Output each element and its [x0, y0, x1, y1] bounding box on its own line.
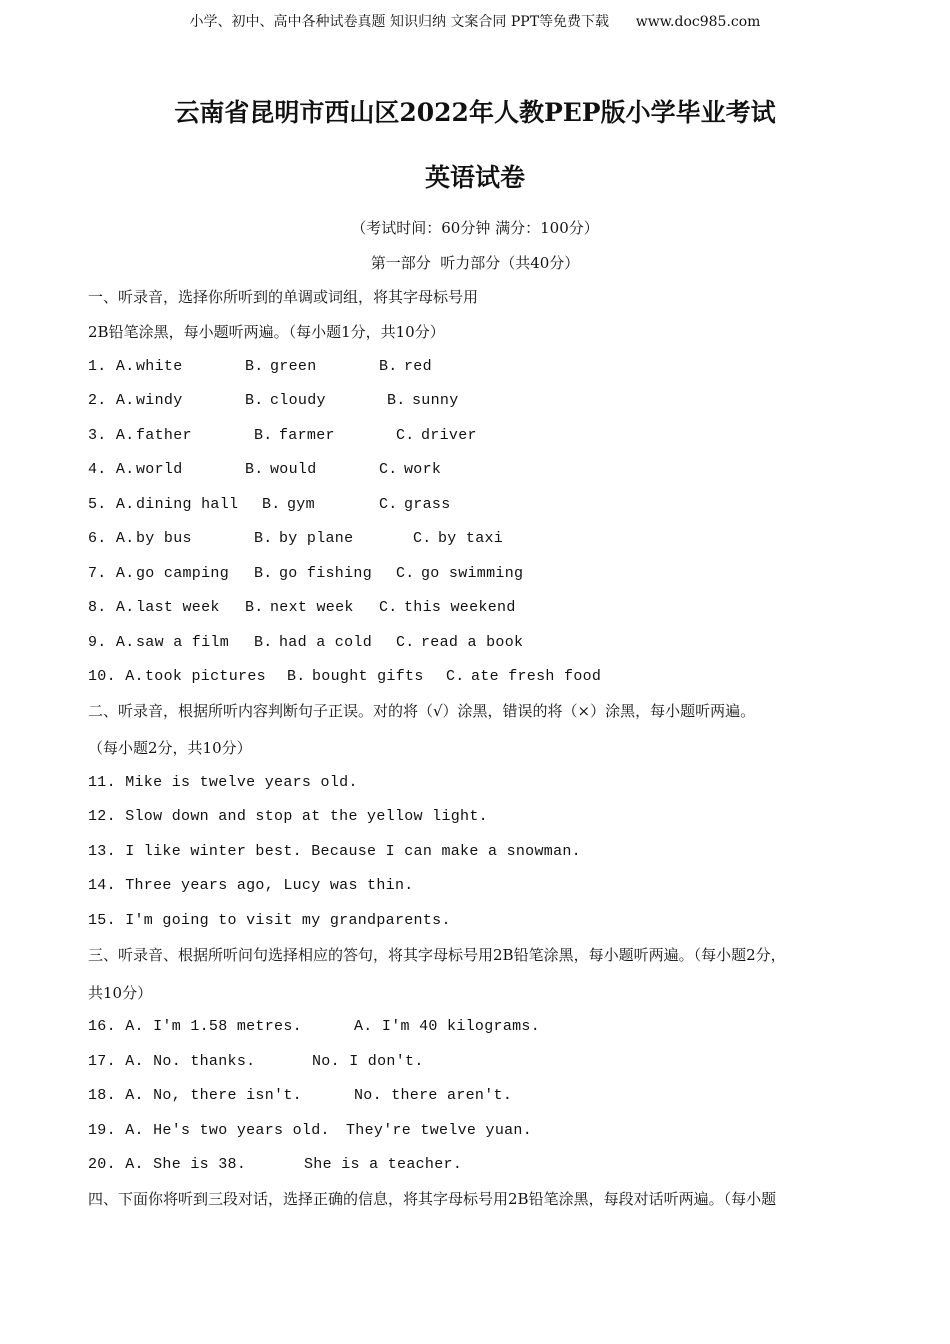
question-7-option-a: go camping	[136, 565, 230, 582]
question-3-option-b: farmer	[279, 427, 335, 444]
question-3-option-c-label: C.	[396, 427, 415, 444]
question-2-option-a: windy	[136, 392, 183, 409]
question-2-number: 2. A.	[88, 392, 135, 409]
question-7-option-b-label: B.	[254, 565, 273, 582]
question-8-option-c-label: C.	[379, 599, 398, 616]
question-5-option-b-label: B.	[262, 496, 281, 513]
question-20-option-b: She is a teacher.	[304, 1156, 463, 1173]
question-8-option-b-label: B.	[245, 599, 264, 616]
question-1-option-c: red	[404, 358, 432, 375]
question-6-number: 6. A.	[88, 530, 135, 547]
question-10-option-a: took pictures	[145, 668, 266, 685]
question-10-option-b: bought gifts	[312, 668, 424, 685]
question-6-option-a: by bus	[136, 530, 192, 547]
question-3-option-b-label: B.	[254, 427, 273, 444]
question-5-number: 5. A.	[88, 496, 135, 513]
question-14: 14. Three years ago, Lucy was thin.	[88, 877, 414, 894]
question-9-option-c: read a book	[421, 634, 524, 651]
section3-instruction-line2: 共10分）	[88, 984, 153, 1002]
question-10-number: 10. A.	[88, 668, 144, 685]
question-4-option-a: world	[136, 461, 183, 478]
question-5-option-b: gym	[287, 496, 315, 513]
question-9-number: 9. A.	[88, 634, 135, 651]
question-2-option-c-label: B.	[387, 392, 406, 409]
question-10-option-c-label: C.	[446, 668, 465, 685]
question-5-option-a: dining hall	[136, 496, 239, 513]
question-2-option-c: sunny	[412, 392, 459, 409]
question-19-option-b: They're twelve yuan.	[346, 1122, 533, 1139]
question-8-number: 8. A.	[88, 599, 135, 616]
question-9-option-b-label: B.	[254, 634, 273, 651]
exam-subtitle: 英语试卷	[424, 163, 525, 192]
question-4-option-b: would	[270, 461, 317, 478]
question-6-option-b-label: B.	[254, 530, 273, 547]
question-4-option-b-label: B.	[245, 461, 264, 478]
exam-info: （考试时间：60分钟 满分：100分）	[351, 219, 599, 237]
question-8-option-b: next week	[270, 599, 354, 616]
question-8-option-c: this weekend	[404, 599, 516, 616]
exam-title: 云南省昆明市西山区2022年人教PEP版小学毕业考试	[174, 98, 776, 127]
question-3-number: 3. A.	[88, 427, 135, 444]
section3-instruction-line1: 三、听录音、根据所听问句选择相应的答句，将其字母标号用2B铅笔涂黑，每小题听两遍。（每小题2分，	[88, 946, 786, 964]
question-1-option-b-label: B.	[245, 358, 264, 375]
question-6-option-c: by taxi	[438, 530, 504, 547]
question-18-option-b: No. there aren't.	[354, 1087, 513, 1104]
question-6-option-b: by plane	[279, 530, 354, 547]
question-13: 13. I like winter best. Because I can make a snowman.	[88, 843, 581, 860]
question-7-option-c-label: C.	[396, 565, 415, 582]
question-4-option-c-label: C.	[379, 461, 398, 478]
question-10-option-c: ate fresh food	[471, 668, 602, 685]
question-5-option-c-label: C.	[379, 496, 398, 513]
page-header: 小学、初中、高中各种试卷真题 知识归纳 文案合同 PPT等免费下载 www.doc985.com	[189, 14, 761, 30]
question-10-option-b-label: B.	[287, 668, 306, 685]
question-1-number: 1. A.	[88, 358, 135, 375]
question-16-option-b: A. I'm 40 kilograms.	[354, 1018, 541, 1035]
section2-instruction-line2: （每小题2分，共10分）	[88, 739, 252, 757]
section4-instruction-line1: 四、下面你将听到三段对话，选择正确的信息，将其字母标号用2B铅笔涂黑，每段对话听两遍。（每小题	[88, 1190, 777, 1208]
question-19-option-a: 19. A. He's two years old.	[88, 1122, 330, 1139]
question-7-option-c: go swimming	[421, 565, 524, 582]
question-5-option-c: grass	[404, 496, 451, 513]
question-9-option-c-label: C.	[396, 634, 415, 651]
question-9-option-a: saw a film	[136, 634, 230, 651]
section2-instruction-line1: 二、听录音，根据所听内容判断句子正误。对的将（√）涂黑，错误的将（×）涂黑，每小题听两遍。	[88, 702, 756, 720]
part1-heading: 第一部分 听力部分（共40分）	[370, 254, 580, 272]
question-8-option-a: last week	[136, 599, 220, 616]
section1-instruction-line1: 一、听录音，选择你所听到的单调或词组，将其字母标号用	[88, 288, 479, 306]
question-11: 11. Mike is twelve years old.	[88, 774, 358, 791]
question-7-number: 7. A.	[88, 565, 135, 582]
question-17-option-a: 17. A. No. thanks.	[88, 1053, 256, 1070]
question-2-option-b-label: B.	[245, 392, 264, 409]
question-9-option-b: had a cold	[279, 634, 373, 651]
question-18-option-a: 18. A. No, there isn't.	[88, 1087, 302, 1104]
question-3-option-a: father	[136, 427, 192, 444]
question-3-option-c: driver	[421, 427, 477, 444]
question-2-option-b: cloudy	[270, 392, 326, 409]
question-6-option-c-label: C.	[413, 530, 432, 547]
question-20-option-a: 20. A. She is 38.	[88, 1156, 247, 1173]
question-1-option-b: green	[270, 358, 317, 375]
question-17-option-b: No. I don't.	[312, 1053, 424, 1070]
section1-instruction-line2: 2B铅笔涂黑，每小题听两遍。（每小题1分，共10分）	[88, 323, 445, 341]
question-7-option-b: go fishing	[279, 565, 373, 582]
question-1-option-a: white	[136, 358, 183, 375]
question-4-number: 4. A.	[88, 461, 135, 478]
question-15: 15. I'm going to visit my grandparents.	[88, 912, 451, 929]
question-12: 12. Slow down and stop at the yellow light.	[88, 808, 488, 825]
question-1-option-c-label: B.	[379, 358, 398, 375]
question-16-option-a: 16. A. I'm 1.58 metres.	[88, 1018, 302, 1035]
question-4-option-c: work	[404, 461, 442, 478]
